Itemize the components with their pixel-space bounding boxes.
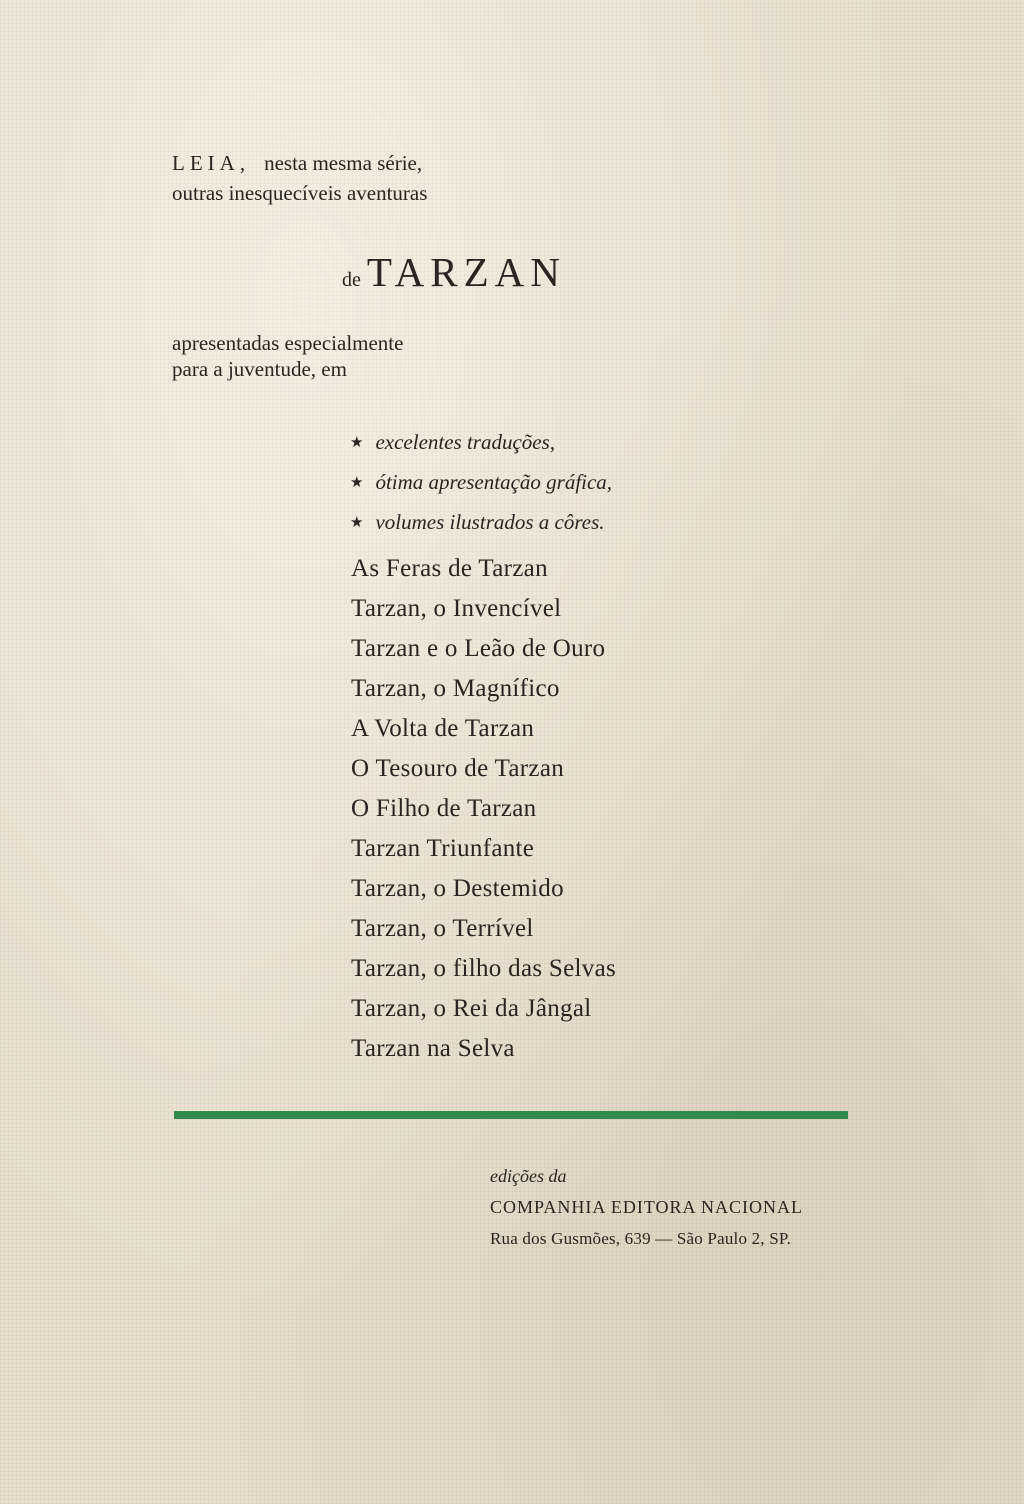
presented-line-1: apresentadas especialmente: [172, 331, 404, 355]
star-icon: ★: [350, 475, 364, 491]
intro-line-2: outras inesquecíveis aventuras: [172, 181, 428, 205]
book-title: O Tesouro de Tarzan: [351, 755, 565, 782]
feature-list: [350, 424, 612, 544]
feature-text: volumes ilustrados a côres.: [375, 510, 605, 534]
feature-item: [350, 504, 612, 544]
feature-item: [350, 464, 612, 504]
feature-item: [350, 424, 612, 464]
book-title: Tarzan, o filho das Selvas: [351, 955, 617, 982]
title-list: [351, 549, 616, 1069]
book-title: O Filho de Tarzan: [351, 795, 537, 822]
book-title: Tarzan, o Terrível: [351, 915, 534, 942]
intro-text: [172, 148, 427, 208]
star-icon: ★: [350, 515, 364, 531]
publisher-name: COMPANHIA EDITORA NACIONAL: [490, 1197, 804, 1217]
intro-line-1-rest: nesta mesma série,: [264, 151, 423, 175]
book-title: Tarzan Triunfante: [351, 835, 535, 862]
hero-title: [342, 248, 566, 296]
book-title: As Feras de Tarzan: [351, 555, 548, 582]
editions-label: edições da: [490, 1166, 567, 1186]
feature-text: excelentes traduções,: [375, 430, 556, 454]
book-title: Tarzan, o Destemido: [351, 875, 564, 902]
presented-line-2: para a juventude, em: [172, 357, 347, 381]
publisher-address: Rua dos Gusmões, 639 — São Paulo 2, SP.: [490, 1229, 792, 1248]
presented-text: [172, 330, 403, 382]
book-title: Tarzan e o Leão de Ouro: [351, 635, 606, 662]
book-title: Tarzan, o Invencível: [351, 595, 562, 622]
hero-prefix: de: [342, 269, 361, 291]
star-icon: ★: [350, 435, 364, 451]
book-title: Tarzan, o Rei da Jângal: [351, 995, 592, 1022]
book-title: Tarzan na Selva: [351, 1035, 515, 1062]
hero-name: TARZAN: [366, 249, 566, 295]
leia-word: LEIA,: [172, 151, 251, 175]
book-title: A Volta de Tarzan: [351, 715, 535, 742]
feature-text: ótima apresentação gráfica,: [375, 470, 613, 494]
intro-line-1: [172, 148, 427, 178]
book-title: Tarzan, o Magnífico: [351, 675, 560, 702]
publisher-block: [490, 1162, 803, 1254]
green-divider: [174, 1111, 848, 1119]
